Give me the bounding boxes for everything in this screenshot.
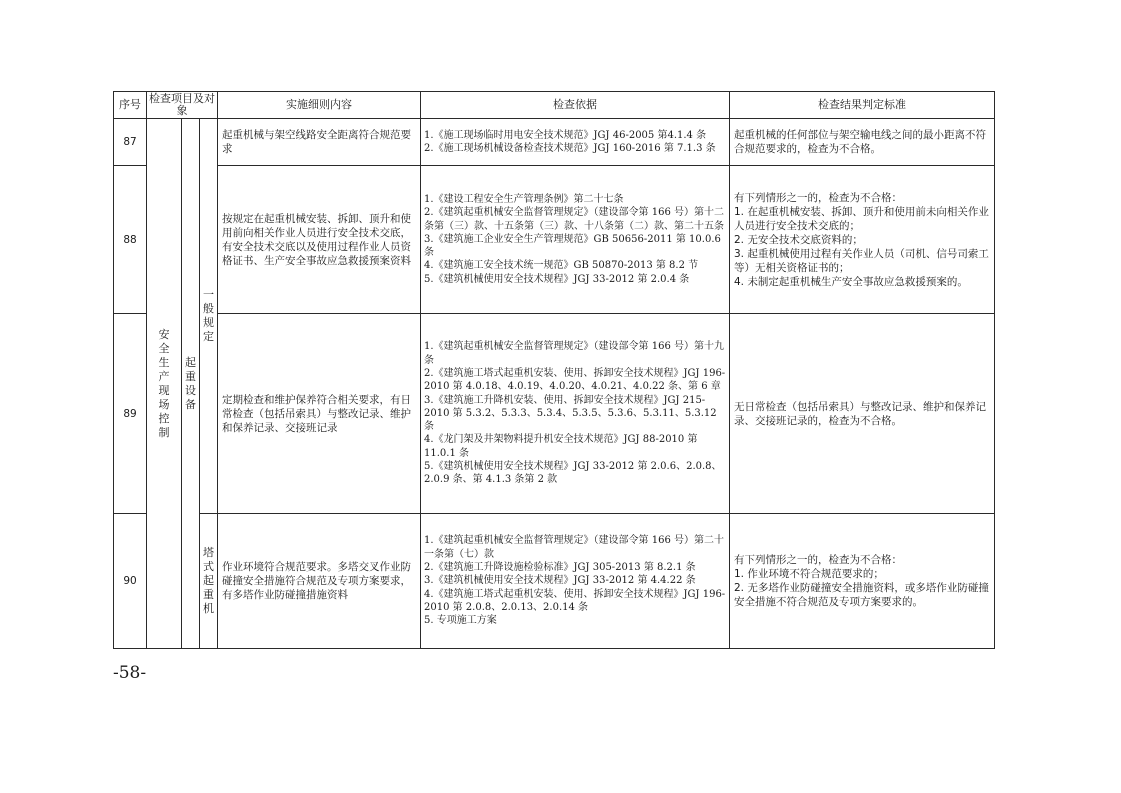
row-criteria: 有下列情形之一的，检查为不合格： 1. 作业环境不符合规范要求的； 2. 无多塔作业防碰撞安全措施资料，或多塔作业防碰撞安全措施不符合规范及专项方案要求的。 — [730, 514, 995, 649]
subcategory-tower-cell — [200, 514, 218, 649]
subcategory-general-label: 一般规定 — [203, 288, 214, 343]
header-item: 检查项目及对象 — [147, 92, 218, 119]
subcategory-tower-label: 塔式起重机 — [203, 546, 214, 615]
object-label: 起重设备 — [185, 355, 196, 411]
inspection-table — [113, 91, 995, 649]
row-criteria: 起重机械的任何部位与架空输电线之间的最小距离不符合规范要求的，检查为不合格。 — [730, 119, 995, 166]
row-number: 88 — [114, 166, 147, 314]
row-number: 90 — [114, 514, 147, 649]
row-number: 89 — [114, 314, 147, 514]
table-header-row — [114, 92, 995, 119]
row-content: 定期检查和维护保养符合相关要求，有日常检查（包括吊索具）与整改记录、维护和保养记录、交接班记录 — [218, 314, 421, 514]
row-basis: 1.《建设工程安全生产管理条例》第二十七条 2.《建筑起重机械安全监督管理规定》（建设部令第 166 号）第十二条第（三）款、十五条第（三）款、十八条第（二）款、第二十五条 3.《建筑施工企业安全生产管理规范》GB 50656-2011 第 10.0.6 条 4.《建筑施工安全技术统一规范》GB 50870-2013 第 8.2 节 5.《建筑机械使用安全技术规程》JGJ 33-2012 第 2.0.4 条 — [421, 166, 730, 314]
header-basis: 检查依据 — [421, 92, 730, 119]
row-criteria: 无日常检查（包括吊索具）与整改记录、维护和保养记录、交接班记录的，检查为不合格。 — [730, 314, 995, 514]
row-content: 按规定在起重机械安装、拆卸、顶升和使用前向相关作业人员进行安全技术交底，有安全技术交底以及使用过程作业人员资格证书、生产安全事故应急救援预案资料 — [218, 166, 421, 314]
header-details: 实施细则内容 — [218, 92, 421, 119]
row-content: 起重机械与架空线路安全距离符合规范要求 — [218, 119, 421, 166]
header-criteria: 检查结果判定标准 — [730, 92, 995, 119]
table-row — [114, 119, 995, 166]
table-row — [114, 314, 995, 514]
category-cell — [147, 119, 182, 649]
row-basis: 1.《建筑起重机械安全监督管理规定》（建设部令第 166 号）第二十一条第（七）款 2.《建筑施工升降设施检验标准》JGJ 305-2013 第 8.2.1 条 3.《建筑机械使用安全技术规程》JGJ 33-2012 第 4.4.22 条 4.《建筑施工塔式起重机安装、使用、拆卸安全技术规程》JGJ 196-2010 第 2.0.8、2.0.13、2.0.14 条 5. 专项施工方案 — [421, 514, 730, 649]
page-number: -58- — [113, 663, 147, 683]
object-cell — [182, 119, 200, 649]
row-basis: 1.《建筑起重机械安全监督管理规定》（建设部令第 166 号）第十九条 2.《建筑施工塔式起重机安装、使用、拆卸安全技术规程》JGJ 196-2010 第 4.0.18、4.0.19、4.0.20、4.0.21、4.0.22 条、第 6 章 3.《建筑施工升降机安装、使用、拆卸安全技术规程》JGJ 215-2010 第 5.3.2、5.3.3、5.3.4、5.3.5、5.3.6、5.3.11、5.3.12 条 4.《龙门架及井架物料提升机安全技术规范》JGJ 88-2010 第 11.0.1 条 5.《建筑机械使用安全技术规程》JGJ 33-2012 第 2.0.6、2.0.8、2.0.9 条、第 4.1.3 条第 2 款 — [421, 314, 730, 514]
row-content: 作业环境符合规范要求。多塔交叉作业防碰撞安全措施符合规范及专项方案要求，有多塔作业防碰撞措施资料 — [218, 514, 421, 649]
row-basis: 1.《施工现场临时用电安全技术规范》JGJ 46-2005 第4.1.4 条 2.《施工现场机械设备检查技术规范》JGJ 160-2016 第 7.1.3 条 — [421, 119, 730, 166]
row-criteria: 有下列情形之一的，检查为不合格： 1. 在起重机械安装、拆卸、顶升和使用前未向相关作业人员进行安全技术交底的； 2. 无安全技术交底资料的； 3. 起重机械使用过程有关作业人员（司机、信号司索工等）无相关资格证书的； 4. 未制定起重机械生产安全事故应急救援预案的。 — [730, 166, 995, 314]
table-row — [114, 514, 995, 649]
header-seq: 序号 — [114, 92, 147, 119]
row-number: 87 — [114, 119, 147, 166]
table-row — [114, 166, 995, 314]
category-label: 安全生产现场控制 — [158, 327, 170, 439]
subcategory-general-cell — [200, 119, 218, 514]
